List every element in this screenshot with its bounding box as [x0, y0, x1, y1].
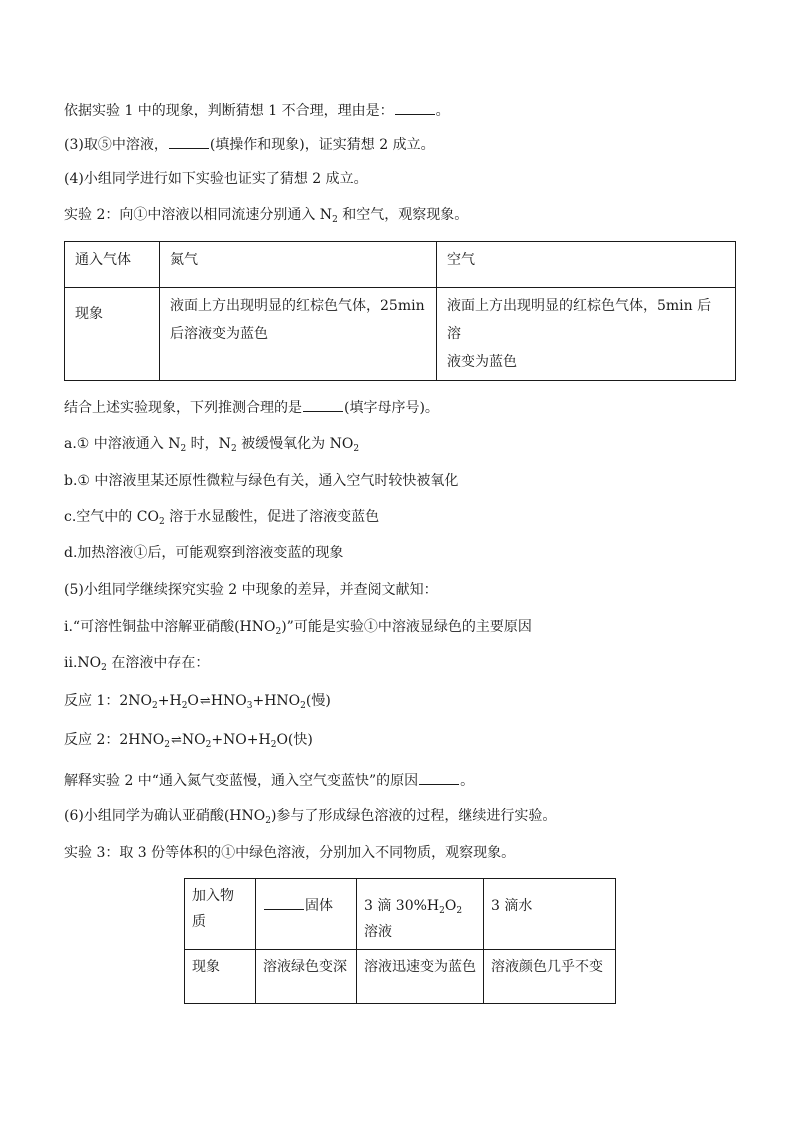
reaction-2: 反应 2：$2HNO_2\rightleftharpoons NO_2+NO+H_2O$(快)	[64, 732, 313, 750]
table-row	[185, 950, 616, 1004]
paragraph-experiment2: 实验 2：向①中溶液以相同流速分别通入 $N_2$ 和空气，观察现象。	[64, 207, 469, 225]
paragraph-reasonable-inference: 结合上述实验现象，下列推测合理的是 (填字母序号)。	[64, 397, 439, 418]
table-cell: 加入物 质	[185, 879, 256, 950]
table-cell: 现象	[185, 950, 256, 1004]
table-cell: 现象	[65, 288, 160, 381]
equilibrium-arrow-icon: ⇌	[199, 694, 210, 709]
paragraph-reason-guess1: 依据实验 1 中的现象，判断猜想 1 不合理，理由是： 。	[64, 100, 450, 121]
option-c: c.空气中的 $CO_2$ 溶于水显酸性，促进了溶液变蓝色	[64, 509, 380, 527]
table-cell: 3 滴水	[484, 879, 616, 950]
paragraph-q5: (5)小组同学继续探究实验 2 中现象的差异，并查阅文献知：	[64, 582, 438, 598]
reaction-1: 反应 1：$2NO_2+H_2O\rightleftharpoons HNO_3+HNO_2$(慢)	[64, 693, 331, 711]
table-cell: 溶液绿色变深	[256, 950, 357, 1004]
table-cell: 溶液迅速变为蓝色	[357, 950, 484, 1004]
table-row	[185, 879, 616, 950]
paragraph-q3: (3)取⑤中溶液， (填操作和现象)，证实猜想 2 成立。	[64, 134, 435, 155]
table-cell: 空气	[437, 242, 736, 288]
table-cell: 氮气	[160, 242, 437, 288]
answer-blank[interactable]	[419, 770, 459, 785]
equilibrium-arrow-icon: ⇌	[170, 733, 181, 748]
paragraph-experiment3: 实验 3：取 3 份等体积的①中绿色溶液，分别加入不同物质，观察现象。	[64, 845, 516, 861]
option-b: b.① 中溶液里某还原性微粒与绿色有关，通入空气时较快被氧化	[64, 473, 459, 489]
table-cell: 液面上方出现明显的红棕色气体，25min 后溶液变为蓝色	[160, 288, 437, 381]
paragraph-q6: (6)小组同学为确认亚硝酸$(HNO_2)$参与了形成绿色溶液的过程，继续进行实验。	[64, 808, 557, 826]
paragraph-explain-experiment2: 解释实验 2 中“通入氮气变蓝慢，通入空气变蓝快”的原因 。	[64, 770, 474, 791]
table-row	[65, 242, 736, 288]
table-cell: 溶液颜色几乎不变	[484, 950, 616, 1004]
answer-blank[interactable]	[303, 397, 343, 412]
table-cell: 固体	[256, 879, 357, 950]
option-d: d.加热溶液①后，可能观察到溶液变蓝的现象	[64, 545, 344, 561]
option-a: a.① 中溶液通入 $N_2$ 时，$N_2$ 被缓慢氧化为 $NO_2$	[64, 436, 360, 454]
table-cell: 液面上方出现明显的红棕色气体，5min 后溶 液变为蓝色	[437, 288, 736, 381]
answer-blank[interactable]	[264, 895, 304, 910]
table-cell: 通入气体	[65, 242, 160, 288]
experiment2-table	[64, 241, 736, 381]
literature-item-ii: $ii.NO_2$ 在溶液中存在：	[64, 655, 210, 673]
paragraph-q4: (4)小组同学进行如下实验也证实了猜想 2 成立。	[64, 171, 368, 187]
answer-blank[interactable]	[169, 134, 209, 149]
experiment3-table	[184, 878, 616, 1004]
literature-item-i: i.“可溶性铜盐中溶解亚硝酸$(HNO_2)$”可能是实验①中溶液显绿色的主要原因	[64, 619, 532, 637]
table-row	[65, 288, 736, 381]
table-cell: 3 滴 $30\%H_2O_2$ 溶液	[357, 879, 484, 950]
answer-blank[interactable]	[395, 100, 435, 115]
